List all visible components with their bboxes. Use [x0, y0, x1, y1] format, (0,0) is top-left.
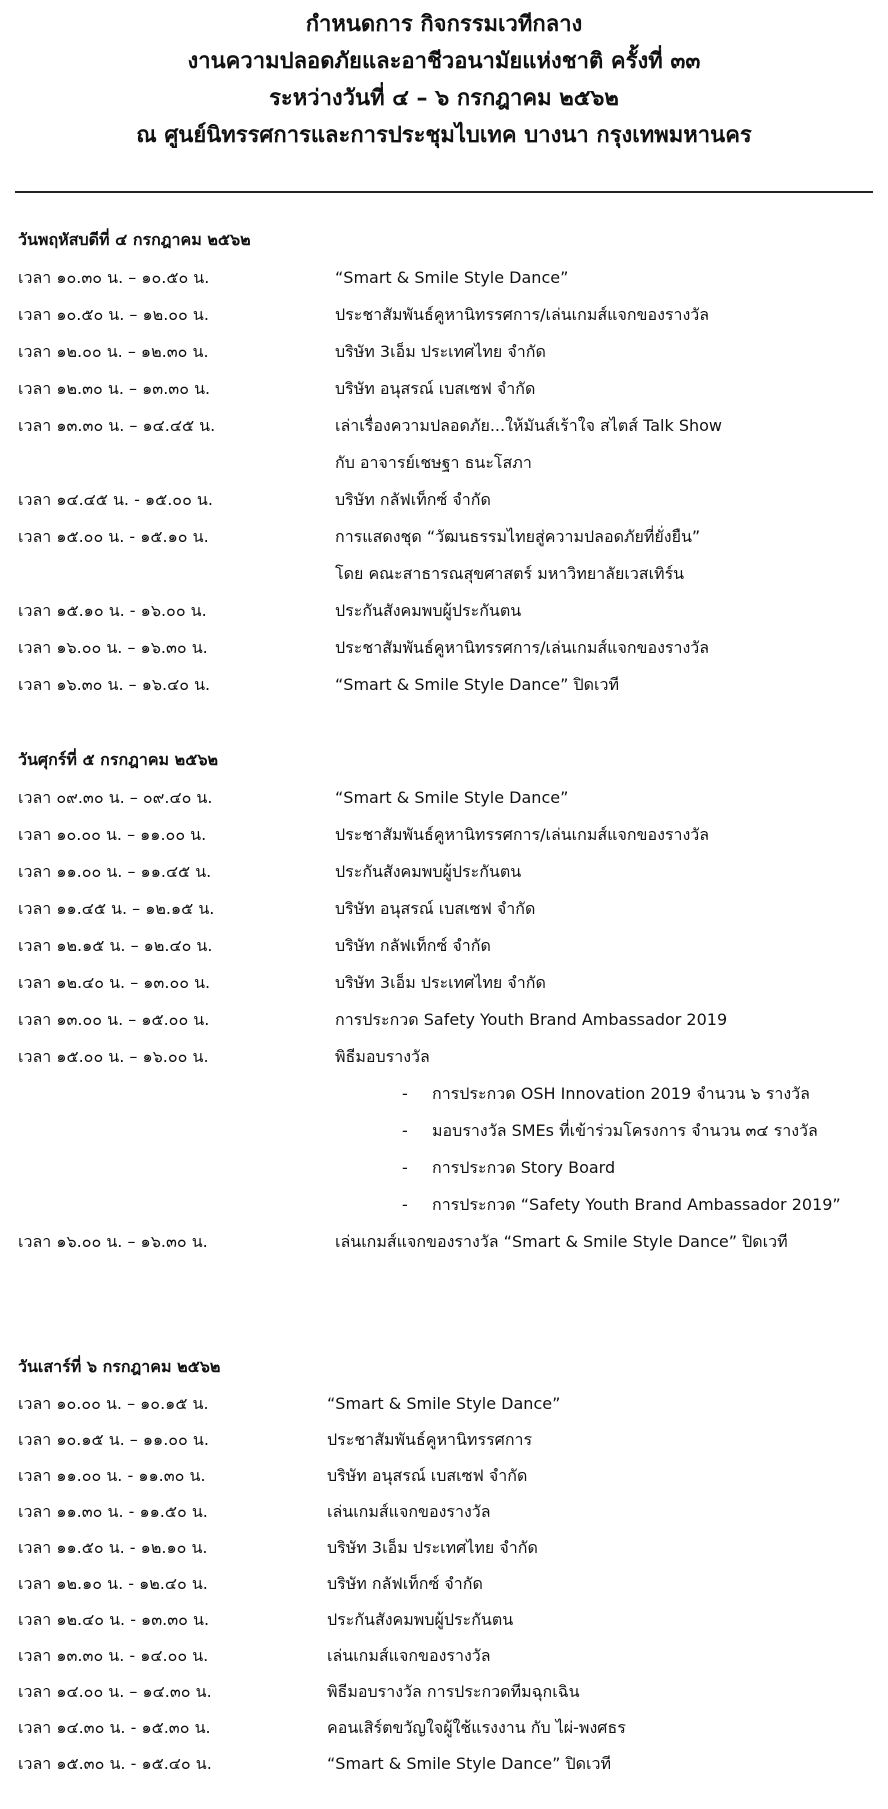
time-range: เวลา ๐๙.๓๐ น. – ๐๙.๔๐ น. [18, 788, 213, 807]
activity: เล่นเกมส์แจกของรางวัล [327, 1502, 491, 1521]
document-header [0, 6, 888, 154]
time-range: เวลา ๑๑.๐๐ น. - ๑๑.๓๐ น. [18, 1466, 206, 1485]
schedule-row [0, 786, 888, 810]
time-range: เวลา ๑๕.๐๐ น. – ๑๖.๐๐ น. [18, 1047, 209, 1066]
activity: ประกันสังคมพบผู้ประกันตน [335, 862, 522, 881]
time-range: เวลา ๑๕.๐๐ น. - ๑๕.๑๐ น. [18, 527, 209, 546]
time-range: เวลา ๑๒.๑๐ น. - ๑๒.๔๐ น. [18, 1574, 208, 1593]
activity: เล่าเรื่องความปลอดภัย...ให้มันส์เร้าใจ สไตส์ Talk Show [335, 416, 722, 435]
time-range: เวลา ๑๓.๓๐ น. - ๑๔.๐๐ น. [18, 1646, 209, 1665]
bullet-dash: - [402, 1158, 408, 1177]
activity: “Smart & Smile Style Dance” ปิดเวที [335, 675, 619, 694]
activity: พิธีมอบรางวัล [335, 1047, 430, 1066]
schedule-row [0, 599, 888, 623]
activity: บริษัท กลัฟเท็กซ์ จำกัด [335, 490, 491, 509]
time-range: เวลา ๑๕.๑๐ น. - ๑๖.๐๐ น. [18, 601, 207, 620]
activity: บริษัท 3เอ็ม ประเทศไทย จำกัด [327, 1538, 538, 1557]
schedule-row [0, 303, 888, 327]
schedule-row [0, 488, 888, 512]
activity: “Smart & Smile Style Dance” [327, 1394, 561, 1413]
time-range: เวลา ๑๖.๐๐ น. – ๑๖.๓๐ น. [18, 1232, 208, 1251]
schedule-row [0, 377, 888, 401]
activity: คอนเสิร์ตขวัญใจผู้ใช้แรงงาน กับ ไผ่-พงศธร [327, 1718, 626, 1737]
time-range: เวลา ๑๒.๑๕ น. – ๑๒.๔๐ น. [18, 936, 213, 955]
activity: ประกันสังคมพบผู้ประกันตน [335, 601, 522, 620]
activity: “Smart & Smile Style Dance” [335, 268, 569, 287]
activity: “Smart & Smile Style Dance” [335, 788, 569, 807]
award-sub-item [0, 1156, 888, 1180]
schedule-row [0, 525, 888, 549]
schedule-row [0, 897, 888, 921]
activity: โดย คณะสาธารณสุขศาสตร์ มหาวิทยาลัยเวสเทิร์น [335, 564, 685, 583]
schedule-row [0, 1045, 888, 1069]
activity: บริษัท 3เอ็ม ประเทศไทย จำกัด [335, 342, 546, 361]
schedule-row [0, 1680, 888, 1704]
schedule-row-continuation [0, 562, 888, 586]
time-range: เวลา ๑๓.๓๐ น. – ๑๔.๔๕ น. [18, 416, 216, 435]
sub-item-text: มอบรางวัล SMEs ที่เข้าร่วมโครงการ จำนวน ๓๔ รางวัล [432, 1121, 818, 1140]
sub-item-text: การประกวด “Safety Youth Brand Ambassador 2019” [432, 1195, 841, 1214]
activity: “Smart & Smile Style Dance” ปิดเวที [327, 1754, 611, 1773]
time-range: เวลา ๑๑.๐๐ น. – ๑๑.๔๕ น. [18, 862, 212, 881]
schedule-row [0, 1716, 888, 1740]
activity: บริษัท อนุสรณ์ เบสเซฟ จำกัด [335, 379, 536, 398]
day-heading-saturday: วันเสาร์ที่ ๖ กรกฎาคม ๒๕๖๒ [18, 1357, 221, 1376]
schedule-row [0, 1644, 888, 1668]
schedule-row [0, 1464, 888, 1488]
activity: ประชาสัมพันธ์คูหานิทรรศการ [327, 1430, 533, 1449]
activity: บริษัท อนุสรณ์ เบสเซฟ จำกัด [327, 1466, 528, 1485]
activity: ประชาสัมพันธ์คูหานิทรรศการ/เล่นเกมส์แจกของรางวัล [335, 638, 710, 657]
activity: บริษัท 3เอ็ม ประเทศไทย จำกัด [335, 973, 546, 992]
schedule-row [0, 414, 888, 438]
schedule-row [0, 266, 888, 290]
schedule-row [0, 636, 888, 660]
sub-item-text: การประกวด Story Board [432, 1158, 616, 1177]
activity: พิธีมอบรางวัล การประกวดทีมฉุกเฉิน [327, 1682, 580, 1701]
time-range: เวลา ๑๔.๐๐ น. – ๑๔.๓๐ น. [18, 1682, 212, 1701]
time-range: เวลา ๑๕.๓๐ น. - ๑๕.๔๐ น. [18, 1754, 212, 1773]
schedule-row [0, 673, 888, 697]
schedule-row [0, 934, 888, 958]
activity: ประชาสัมพันธ์คูหานิทรรศการ/เล่นเกมส์แจกของรางวัล [335, 825, 710, 844]
activity: กับ อาจารย์เชษฐา ธนะโสภา [335, 453, 532, 472]
activity: บริษัท กลัฟเท็กซ์ จำกัด [327, 1574, 483, 1593]
header-divider [15, 191, 873, 193]
activity: เล่นเกมส์แจกของรางวัล [327, 1646, 491, 1665]
schedule-row [0, 823, 888, 847]
title-line-2: งานความปลอดภัยและอาชีวอนามัยแห่งชาติ ครั้งที่ ๓๓ [187, 49, 701, 74]
activity: ประชาสัมพันธ์คูหานิทรรศการ/เล่นเกมส์แจกของรางวัล [335, 305, 710, 324]
award-sub-item [0, 1082, 888, 1106]
activity: บริษัท กลัฟเท็กซ์ จำกัด [335, 936, 491, 955]
award-sub-item [0, 1119, 888, 1143]
time-range: เวลา ๑๑.๕๐ น. - ๑๒.๑๐ น. [18, 1538, 208, 1557]
day-heading-friday: วันศุกร์ที่ ๕ กรกฎาคม ๒๕๖๒ [18, 750, 219, 769]
time-range: เวลา ๑๒.๓๐ น. – ๑๓.๓๐ น. [18, 379, 211, 398]
sub-item-text: การประกวด OSH Innovation 2019 จำนวน ๖ รางวัล [432, 1084, 810, 1103]
time-range: เวลา ๑๖.๓๐ น. – ๑๖.๔๐ น. [18, 675, 211, 694]
day-heading-thursday: วันพฤหัสบดีที่ ๔ กรกฎาคม ๒๕๖๒ [18, 230, 251, 249]
bullet-dash: - [402, 1084, 408, 1103]
time-range: เวลา ๑๐.๓๐ น. – ๑๐.๕๐ น. [18, 268, 210, 287]
time-range: เวลา ๑๓.๐๐ น. – ๑๕.๐๐ น. [18, 1010, 210, 1029]
schedule-row [0, 1428, 888, 1452]
activity: เล่นเกมส์แจกของรางวัล “Smart & Smile Style Dance” ปิดเวที [335, 1232, 788, 1251]
schedule-row [0, 1500, 888, 1524]
title-line-4: ณ ศูนย์นิทรรศการและการประชุมไบเทค บางนา กรุงเทพมหานคร [136, 123, 752, 148]
activity: ประกันสังคมพบผู้ประกันตน [327, 1610, 514, 1629]
time-range: เวลา ๑๖.๐๐ น. – ๑๖.๓๐ น. [18, 638, 208, 657]
schedule-row [0, 1752, 888, 1776]
schedule-row [0, 1230, 888, 1254]
time-range: เวลา ๑๒.๔๐ น. – ๑๓.๐๐ น. [18, 973, 211, 992]
time-range: เวลา ๑๒.๔๐ น. - ๑๓.๓๐ น. [18, 1610, 210, 1629]
activity: การแสดงชุด “วัฒนธรรมไทยสู่ความปลอดภัยที่ยั่งยืน” [335, 527, 701, 546]
time-range: เวลา ๑๐.๑๕ น. – ๑๑.๐๐ น. [18, 1430, 209, 1449]
time-range: เวลา ๑๑.๓๐ น. - ๑๑.๕๐ น. [18, 1502, 208, 1521]
bullet-dash: - [402, 1195, 408, 1214]
title-line-3: ระหว่างวันที่ ๔ – ๖ กรกฎาคม ๒๕๖๒ [269, 86, 619, 111]
time-range: เวลา ๑๔.๓๐ น. - ๑๕.๓๐ น. [18, 1718, 211, 1737]
schedule-row [0, 1572, 888, 1596]
title-line-1: กำหนดการ กิจกรรมเวทีกลาง [305, 12, 583, 37]
time-range: เวลา ๑๑.๔๕ น. – ๑๒.๑๕ น. [18, 899, 215, 918]
schedule-row [0, 1392, 888, 1416]
time-range: เวลา ๑๒.๐๐ น. – ๑๒.๓๐ น. [18, 342, 209, 361]
time-range: เวลา ๑๐.๐๐ น. – ๑๐.๑๕ น. [18, 1394, 209, 1413]
schedule-row [0, 1608, 888, 1632]
schedule-row [0, 1536, 888, 1560]
award-sub-item [0, 1193, 888, 1217]
schedule-row [0, 1008, 888, 1032]
time-range: เวลา ๑๐.๐๐ น. – ๑๑.๐๐ น. [18, 825, 207, 844]
schedule-row [0, 340, 888, 364]
activity: การประกวด Safety Youth Brand Ambassador 2019 [335, 1010, 728, 1029]
schedule-row [0, 860, 888, 884]
schedule-row-continuation [0, 451, 888, 475]
bullet-dash: - [402, 1121, 408, 1140]
schedule-row [0, 971, 888, 995]
activity: บริษัท อนุสรณ์ เบสเซฟ จำกัด [335, 899, 536, 918]
time-range: เวลา ๑๐.๕๐ น. – ๑๒.๐๐ น. [18, 305, 209, 324]
time-range: เวลา ๑๔.๔๕ น. - ๑๕.๐๐ น. [18, 490, 213, 509]
